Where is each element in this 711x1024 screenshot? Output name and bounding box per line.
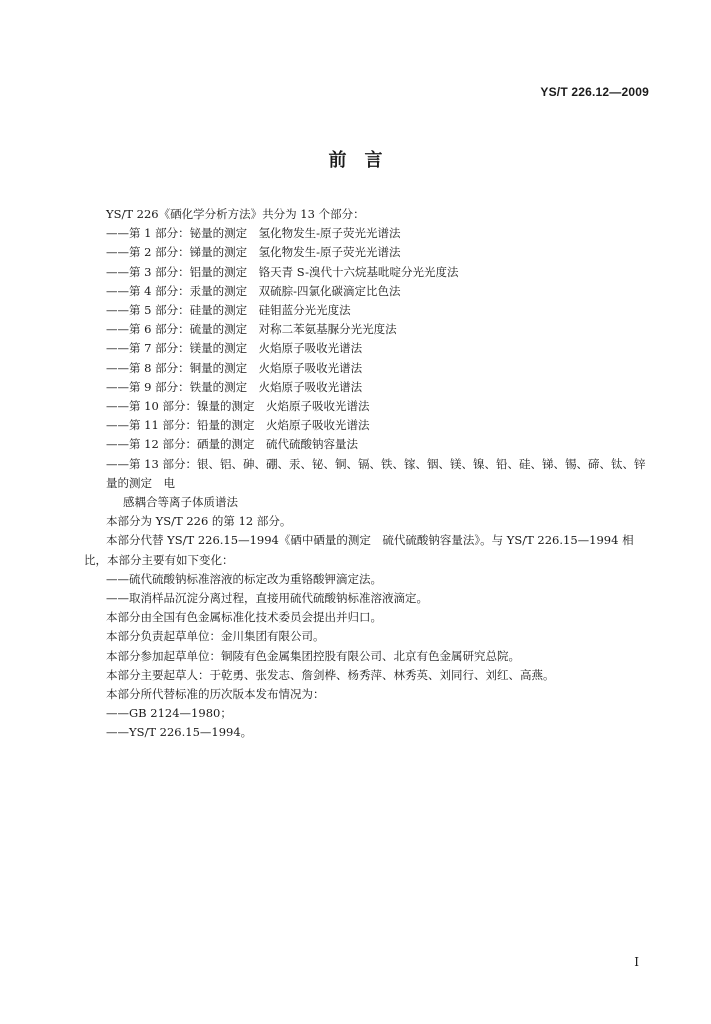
change-item: ——硫代硫酸钠标准溶液的标定改为重铬酸钾滴定法。 [106,571,382,586]
part-item: ——第 9 部分：铁量的测定 火焰原子吸收光谱法 [106,379,363,394]
part-item: ——第 7 部分：镁量的测定 火焰原子吸收光谱法 [106,341,363,356]
history-intro: 本部分所代替标准的历次版本发布情况为： [106,687,325,702]
history-item: ——YS/T 226.15—1994。 [106,725,253,740]
page-title: 前 言 [328,150,383,171]
part-13-line1: ——第 13 部分：银、铝、砷、硼、汞、铋、铜、镉、铁、镓、铟、镁、镍、铅、硅、锑、锡、碲、钛、锌量的测定 电 [106,456,646,490]
replaces-statement: 本部分代替 YS/T 226.15—1994《硒中硒量的测定 硫代硫酸钠容量法》。与 YS/T 226.15—1994 相比，本部分主要有如下变化： [84,533,634,567]
part-item: ——第 3 部分：铝量的测定 铬天青 S-溴代十六烷基吡啶分光光度法 [106,264,459,279]
part-item: ——第 12 部分：硒量的测定 硫代硫酸钠容量法 [106,437,358,452]
part-item: ——第 2 部分：锑量的测定 氢化物发生-原子荧光光谱法 [106,245,401,260]
part-item: ——第 5 部分：硅量的测定 硅钼蓝分光光度法 [106,303,351,318]
history-item: ——GB 2124—1980； [106,706,232,721]
page-number: I [634,955,639,969]
drafters: 本部分主要起草人：于乾勇、张发志、詹剑桦、杨秀萍、林秀英、刘同行、刘红、高燕。 [106,667,555,682]
proposed-statement: 本部分由全国有色金属标准化技术委员会提出并归口。 [106,610,382,625]
change-item: ——取消样品沉淀分离过程，直接用硫代硫酸钠标准溶液滴定。 [106,591,428,606]
document-body [84,205,650,743]
this-part-statement: 本部分为 YS/T 226 的第 12 部分。 [106,514,292,529]
participating-units: 本部分参加起草单位：铜陵有色金属集团控股有限公司、北京有色金属研究总院。 [106,648,520,663]
part-item: ——第 1 部分：铋量的测定 氢化物发生-原子荧光光谱法 [106,226,401,241]
drafting-unit: 本部分负责起草单位：金川集团有限公司。 [106,629,325,644]
part-13-item [84,455,650,513]
part-item: ——第 4 部分：汞量的测定 双硫腙-四氯化碳滴定比色法 [106,283,401,298]
part-item: ——第 11 部分：铅量的测定 火焰原子吸收光谱法 [106,418,370,433]
part-item: ——第 10 部分：镍量的测定 火焰原子吸收光谱法 [106,399,370,414]
part-13-line2: 感耦合等离子体质谱法 [123,495,238,510]
standard-code: YS/T 226.12—2009 [540,85,649,99]
part-item: ——第 8 部分：铜量的测定 火焰原子吸收光谱法 [106,360,363,375]
part-item: ——第 6 部分：硫量的测定 对称二苯氨基脲分光光度法 [106,322,397,337]
intro-paragraph: YS/T 226《硒化学分析方法》共分为 13 个部分： [106,207,365,221]
